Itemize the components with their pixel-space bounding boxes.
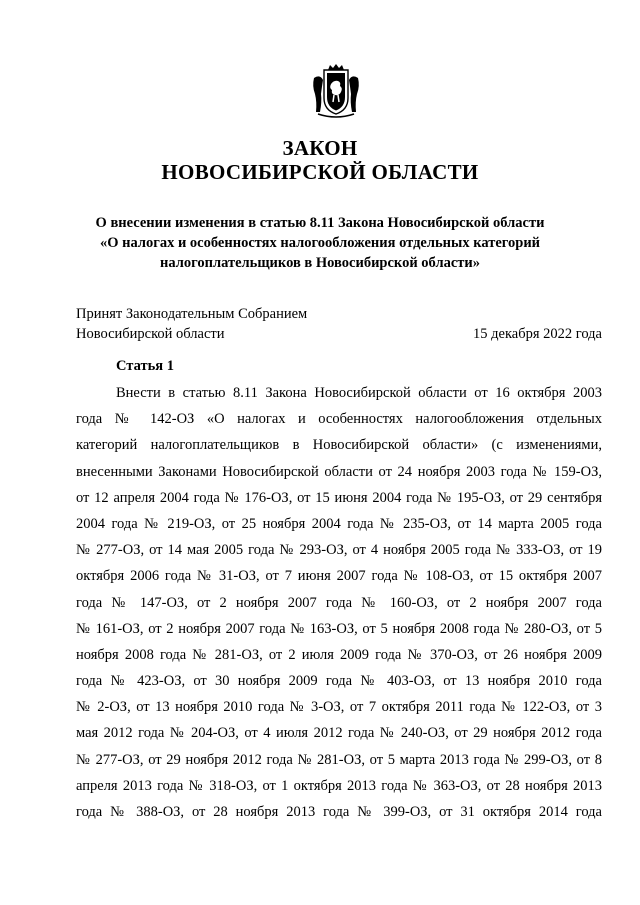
adoption-statement (76, 304, 307, 344)
body-line: года № 423-ОЗ, от 30 ноября 2009 года № 403-ОЗ, от 13 ноября 2010 года (76, 673, 602, 690)
body-line: апреля 2013 года № 318-ОЗ, от 1 октября 2013 года № 363-ОЗ, от 28 ноября 2013 (76, 777, 602, 794)
body-line: 2004 года № 219-ОЗ, от 25 ноября 2004 года № 235-ОЗ, от 14 марта 2005 года (76, 515, 602, 532)
body-line: мая 2012 года № 204-ОЗ, от 4 июля 2012 года № 240-ОЗ, от 29 ноября 2012 года (76, 725, 602, 742)
body-line: ноября 2008 года № 281-ОЗ, от 2 июля 2009 года № 370-ОЗ, от 26 ноября 2009 (76, 646, 602, 663)
body-line: года № 388-ОЗ, от 28 ноября 2013 года № 399-ОЗ, от 31 октября 2014 года (76, 804, 602, 820)
body-line: года № 147-ОЗ, от 2 ноября 2007 года № 160-ОЗ, от 2 ноября 2007 года (76, 594, 602, 611)
article-body (76, 380, 602, 825)
subtitle-line: налогоплательщиков в Новосибирской области» (160, 255, 480, 271)
body-line: категорий налогоплательщиков в Новосибирской области» (с изменениями, (76, 437, 602, 454)
body-line: Внести в статью 8.11 Закона Новосибирской области от 16 октября 2003 (116, 385, 602, 401)
subtitle-line: О внесении изменения в статью 8.11 Закона Новосибирской области (95, 215, 545, 231)
body-line: № 161-ОЗ, от 2 ноября 2007 года № 163-ОЗ, от 5 ноября 2008 года № 280-ОЗ, от 5 (76, 620, 602, 637)
adoption-line: Новосибирской области (76, 326, 225, 342)
article-heading: Статья 1 (116, 358, 174, 374)
body-line: № 2-ОЗ, от 13 ноября 2010 года № 3-ОЗ, от 7 октября 2011 года № 122-ОЗ, от 3 (76, 699, 602, 716)
adoption-date: 15 декабря 2022 года (473, 326, 602, 342)
body-line: № 277-ОЗ, от 14 мая 2005 года № 293-ОЗ, от 4 ноября 2005 года № 333-ОЗ, от 19 (76, 542, 602, 559)
subtitle-line: «О налогах и особенностях налогообложения отдельных категорий (99, 235, 541, 251)
law-subtitle (60, 213, 580, 273)
body-line: года № 142-ОЗ «О налогах и особенностях налогообложения отдельных (76, 411, 602, 428)
body-line: октября 2006 года № 31-ОЗ, от 7 июня 2007 года № 108-ОЗ, от 15 октября 2007 (76, 568, 602, 585)
law-region: НОВОСИБИРСКОЙ ОБЛАСТИ (161, 160, 479, 184)
law-title: ЗАКОН (282, 136, 358, 160)
body-line: внесенными Законами Новосибирской области от 24 ноября 2003 года № 159-ОЗ, (76, 463, 602, 480)
body-line: № 277-ОЗ, от 29 ноября 2012 года № 281-ОЗ, от 5 марта 2013 года № 299-ОЗ, от 8 (76, 751, 602, 768)
adoption-line: Принят Законодательным Собранием (76, 306, 308, 322)
body-line: от 12 апреля 2004 года № 176-ОЗ, от 15 июня 2004 года № 195-ОЗ, от 29 сентября (76, 489, 602, 506)
coat-of-arms-emblem (310, 64, 362, 120)
